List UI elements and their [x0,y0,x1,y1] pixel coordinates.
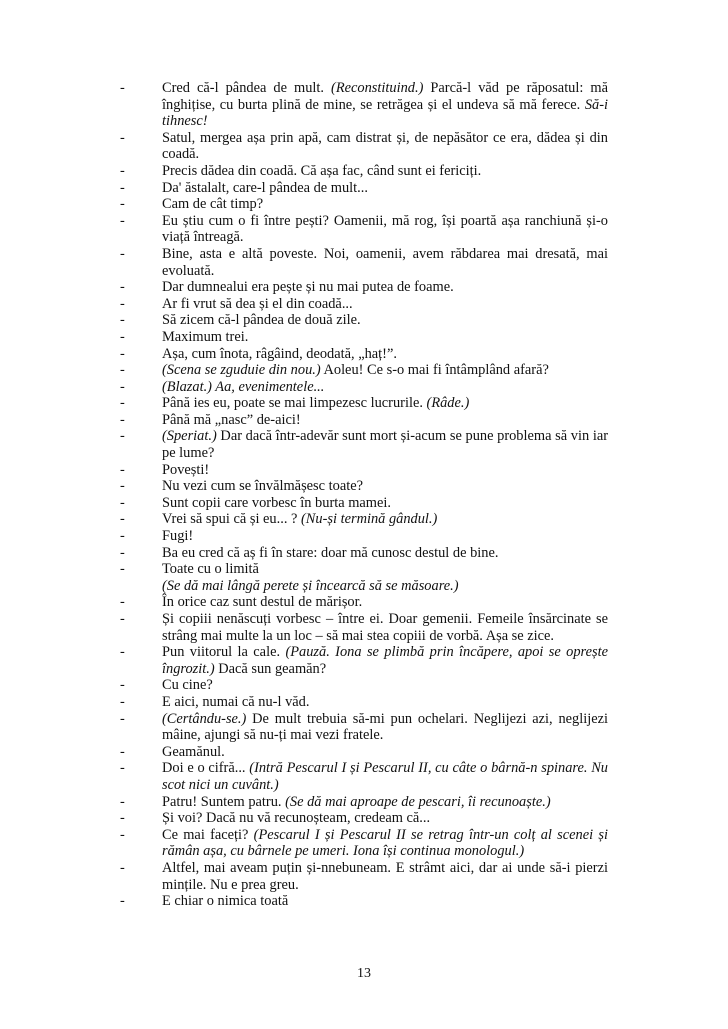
dialogue-line [120,744,608,761]
dialogue-text-line [162,130,608,163]
dialogue-text-line [162,379,608,396]
spoken-text: Satul, mergea așa prin apă, cam distrat și, de nepăsător ce era, dădea și din coadă. [162,129,608,163]
dialogue-dash: - [120,710,125,727]
spoken-text: Vrei să spui că și eu... ? [162,511,302,528]
stage-direction: (Râde.) [426,395,470,412]
spoken-text: Geamănul. [162,743,225,760]
dialogue-line [120,362,608,379]
dialogue-dash: - [120,179,125,196]
spoken-text: Bine, asta e altă poveste. Noi, oamenii, avem răbdarea mai dresată, mai evoluată. [162,245,608,279]
dialogue-line [120,329,608,346]
dialogue-dash: - [120,245,125,262]
dialogue-text-line [162,462,608,479]
dialogue-line [120,578,608,595]
spoken-text: În orice caz sunt destul de mărișor. [162,594,363,611]
spoken-text: Povești! [162,461,210,478]
dialogue-text-line [162,578,608,595]
dialogue-line [120,80,608,130]
spoken-text: Toate cu o limită [162,561,259,578]
dialogue-text-line [162,810,608,827]
dialogue-text-line [162,677,608,694]
dialogue-text-line [162,528,608,545]
dialogue-line [120,130,608,163]
dialogue-line [120,561,608,578]
dialogue-dash: - [120,760,125,777]
dialogue-dash: - [120,328,125,345]
spoken-text: Precis dădea din coadă. Că așa fac, când sunt ei fericiți. [162,162,482,179]
dialogue-line [120,860,608,893]
dialogue-line [120,611,608,644]
dialogue-text-line [162,213,608,246]
dialogue-dash: - [120,611,125,627]
dialogue-dash: - [120,893,125,910]
dialogue-text-line [162,860,608,893]
dialogue-text-line [162,760,608,793]
stage-direction: (Pauză. Iona se plimbă prin încăpere, apoi se oprește îngrozit.) [162,644,608,677]
dialogue-text-line [162,196,608,213]
spoken-text: Cu cine? [162,677,213,694]
spoken-text: Maximum trei. [162,328,249,345]
dialogue-dash: - [120,561,125,578]
spoken-text: Pun viitorul la cale. [162,644,286,661]
dialogue-line [120,827,608,860]
spoken-text: Doi e o cifră... [162,760,250,777]
dialogue-line [120,711,608,744]
dialogue-line [120,794,608,811]
dialogue-text-line [162,346,608,363]
dialogue-dash: - [120,677,125,694]
dialogue-line [120,511,608,528]
spoken-text: Și copiii nenăscuți vorbesc – între ei. Doar gemenii. Femeile însărcinate se strâng mai multe la un loc – să mai stea copiii de vorbă. Așa se zice. [162,611,608,644]
dialogue-dash: - [120,345,125,362]
dialogue-text-line [162,694,608,711]
dialogue-text-line [162,296,608,313]
dialogue-line [120,296,608,313]
dialogue-dash: - [120,511,125,528]
spoken-text: E aici, numai că nu-l văd. [162,693,310,710]
dialogue-line [120,279,608,296]
dialogue-dash: - [120,494,125,511]
dialogue-text-line [162,80,608,130]
spoken-text: Cred că-l pândea de mult. [162,80,332,96]
dialogue-line [120,246,608,279]
dialogue-dash: - [120,196,125,213]
dialogue-text-line [162,545,608,562]
dialogue-line [120,495,608,512]
spoken-text: Cam de cât timp? [162,196,264,213]
dialogue-line [120,346,608,363]
dialogue-dash: - [120,859,125,876]
stage-direction: (Nu-și termină gândul.) [301,511,438,528]
spoken-text: E chiar o nimica toată [162,893,289,910]
dialogue-text-line [162,428,608,461]
spoken-text: Și voi? Dacă nu vă recunoșteam, credeam că... [162,810,431,827]
stage-direction: (Certându-se.) [162,710,247,727]
dialogue-text-line [162,180,608,197]
dialogue-text-line [162,594,608,611]
dialogue-text [120,80,608,910]
stage-direction: (Scena se zguduie din nou.) [162,362,321,379]
spoken-text: Patru! Suntem patru. [162,793,286,810]
dialogue-dash: - [120,312,125,329]
dialogue-text-line [162,163,608,180]
dialogue-dash: - [120,826,125,843]
dialogue-text-line [162,827,608,860]
dialogue-line [120,545,608,562]
spoken-text: Altfel, mai aveam puțin și-nnebuneam. E strâmt aici, dar ai unde să-i pierzi mințile. Nu e prea greu. [162,859,608,893]
dialogue-line [120,810,608,827]
dialogue-text-line [162,395,608,412]
dialogue-line [120,312,608,329]
dialogue-text-line [162,495,608,512]
dialogue-line [120,694,608,711]
stage-direction: (Se dă mai lângă perete și încearcă să se măsoare.) [162,577,459,594]
dialogue-line [120,180,608,197]
dialogue-line [120,428,608,461]
stage-direction: (Pescarul I și Pescarul II se retrag într-un colț al scenei și rămân așa, cu bârnele pe umeri. Iona își continua monologul.) [162,826,608,860]
dialogue-line [120,462,608,479]
dialogue-dash: - [120,743,125,760]
dialogue-text-line [162,744,608,761]
dialogue-text-line [162,362,608,379]
spoken-text: Ba eu cred că aș fi în stare: doar mă cunosc destul de bine. [162,544,499,561]
stage-direction: (Blazat.) Aa, evenimentele... [162,378,325,395]
spoken-text: Dar dumnealui era pește și nu mai putea de foame. [162,279,454,296]
spoken-text: Până mă „nasc” de-aici! [162,411,301,428]
dialogue-text-line [162,412,608,429]
dialogue-dash: - [120,162,125,179]
dialogue-dash: - [120,478,125,495]
spoken-text: Ce mai faceți? [162,826,254,843]
dialogue-dash: - [120,428,125,445]
spoken-text: Da' ăstalalt, care-l pândea de mult... [162,179,368,196]
dialogue-line [120,760,608,793]
dialogue-dash: - [120,411,125,428]
stage-direction: (Intră Pescarul I și Pescarul II, cu câte o bârnă-n spinare. Nu scot nici un cuvânt.) [162,760,608,793]
spoken-text: Dar dacă într-adevăr sunt mort și-acum se pune problema să vin iar pe lume? [162,428,608,462]
dialogue-dash: - [120,528,125,545]
spoken-text: Eu știu cum o fi între pești? Oamenii, mă rog, își poartă așa ranchiună și-o viață întreagă. [162,212,608,246]
dialogue-text-line [162,511,608,528]
dialogue-text-line [162,279,608,296]
dialogue-text-line [162,893,608,910]
dialogue-text-line [162,329,608,346]
stage-direction: (Se dă mai aproape de pescari, îi recunoaște.) [285,793,551,810]
dialogue-dash: - [120,362,125,379]
dialogue-dash: - [120,279,125,296]
dialogue-line [120,379,608,396]
dialogue-dash: - [120,295,125,312]
spoken-text: Parcă-l văd pe răposatul: mă înghițise, cu burta plină de mine, se retrăgea și el undeva să mă ferece. [162,80,608,113]
spoken-text: Dacă sun geamăn? [214,660,327,677]
spoken-text: Aoleu! Ce s-o mai fi întâmplând afară? [320,362,549,379]
dialogue-dash: - [120,544,125,561]
stage-direction: (Speriat.) [162,428,217,445]
dialogue-line [120,163,608,180]
dialogue-dash: - [120,594,125,611]
dialogue-line [120,594,608,611]
dialogue-line [120,213,608,246]
spoken-text: Ar fi vrut să dea și el din coadă... [162,295,353,312]
dialogue-text-line [162,561,608,578]
dialogue-line [120,644,608,677]
dialogue-dash: - [120,395,125,412]
dialogue-line [120,196,608,213]
dialogue-text-line [162,711,608,744]
page-number: 13 [357,966,371,981]
dialogue-dash: - [120,810,125,827]
dialogue-line [120,478,608,495]
dialogue-dash: - [120,793,125,810]
dialogue-line [120,893,608,910]
dialogue-dash: - [120,378,125,395]
dialogue-dash: - [120,129,125,146]
dialogue-line [120,528,608,545]
dialogue-dash: - [120,693,125,710]
dialogue-text-line [162,794,608,811]
dialogue-text-line [162,246,608,279]
spoken-text: Fugi! [162,528,194,545]
dialogue-dash: - [120,212,125,229]
spoken-text: Așa, cum înota, râgâind, deodată, „haț!”. [162,345,397,362]
dialogue-text-line [162,478,608,495]
dialogue-text-line [162,611,608,644]
dialogue-dash: - [120,461,125,478]
dialogue-line [120,412,608,429]
dialogue-line [120,395,608,412]
dialogue-dash [120,578,162,595]
dialogue-line [120,677,608,694]
dialogue-dash: - [120,644,125,661]
spoken-text: Nu vezi cum se învălmășesc toate? [162,478,363,495]
spoken-text: De mult trebuia să-mi pun ochelari. Neglijezi azi, neglijezi mâine, ajungi să nu-ți mai vezi fratele. [162,710,608,744]
dialogue-text-line [162,644,608,677]
stage-direction: Să-i tihnesc! [162,96,608,130]
spoken-text: Să zicem că-l pândea de două zile. [162,312,361,329]
dialogue-text-line [162,312,608,329]
dialogue-dash: - [120,80,125,96]
spoken-text: Până ies eu, poate se mai limpezesc lucrurile. [162,395,427,412]
stage-direction: (Reconstituind.) [331,80,424,96]
spoken-text: Sunt copii care vorbesc în burta mamei. [162,494,391,511]
